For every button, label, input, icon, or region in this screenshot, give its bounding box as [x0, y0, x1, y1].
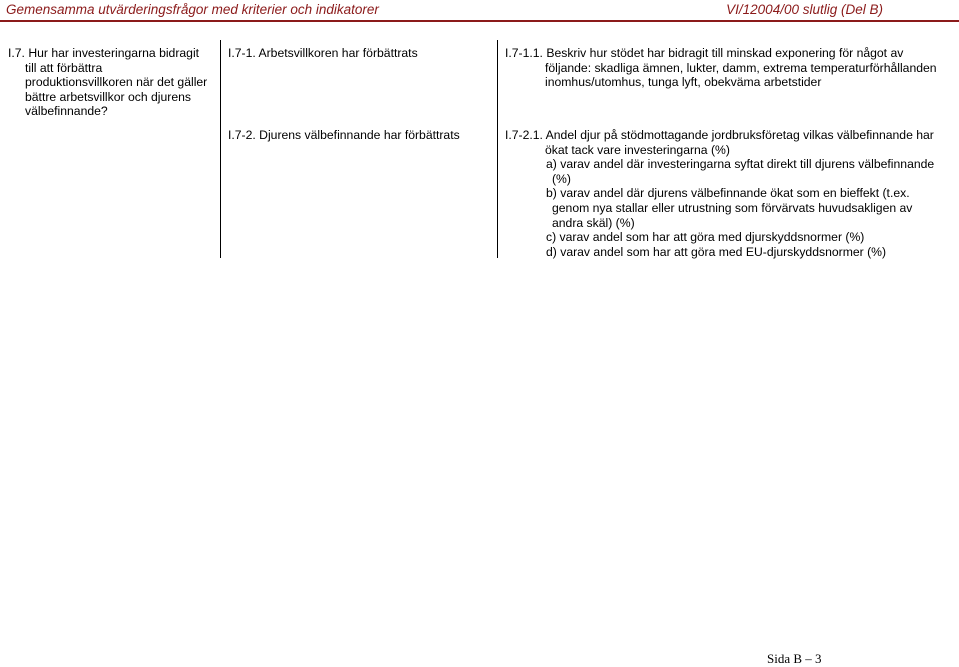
- criterion-1: [228, 46, 488, 61]
- criterion-text: I.7-2. Djurens välbefinnande har förbättrats: [228, 128, 460, 142]
- column-divider-1: [220, 40, 221, 258]
- indicator-text: I.7-2.1. Andel djur på stödmottagande jordbruksföretag vilkas välbefinnande har ökat tack vare investeringarna (%): [505, 128, 934, 157]
- question-text: I.7. Hur har investeringarna bidragit till att förbättra produktionsvillkoren när det gäller bättre arbetsvillkor och djurens välbefinnande?: [8, 46, 208, 119]
- indicator-subitem: a) varav andel där investeringarna syftat direkt till djurens välbefinnande (%): [546, 157, 935, 186]
- column-divider-2: [497, 40, 498, 258]
- criterion-2: [228, 128, 488, 143]
- question-cell: [8, 46, 208, 119]
- page-number: Sida B – 3: [767, 651, 822, 666]
- indicator-1: [505, 46, 945, 90]
- criterion-text: I.7-1. Arbetsvillkoren har förbättrats: [228, 46, 418, 60]
- header-title: Gemensamma utvärderingsfrågor med kriterier och indikatorer: [6, 2, 379, 17]
- header-doc-ref: VI/12004/00 slutlig (Del B): [726, 2, 883, 17]
- header-rule: [0, 20, 959, 22]
- indicator-subitem: c) varav andel som har att göra med djurskyddsnormer (%): [546, 230, 865, 245]
- indicator-subitem: b) varav andel där djurens välbefinnande ökat som en bieffekt (t.ex. genom nya stallar eller utrustning som förvärvats huvudsakligen av andra skäl) (%): [546, 186, 913, 230]
- indicator-text: I.7-1.1. Beskriv hur stödet har bidragit till minskad exponering för något av följande: skadliga ämnen, lukter, damm, extrema temperaturförhållanden inomhus/utomhus, tunga lyft, obekväma arbetstider: [505, 46, 937, 90]
- page-header: [0, 0, 959, 22]
- indicator-2: [505, 128, 945, 259]
- indicator-subitem: d) varav andel som har att göra med EU-djurskyddsnormer (%): [546, 244, 887, 259]
